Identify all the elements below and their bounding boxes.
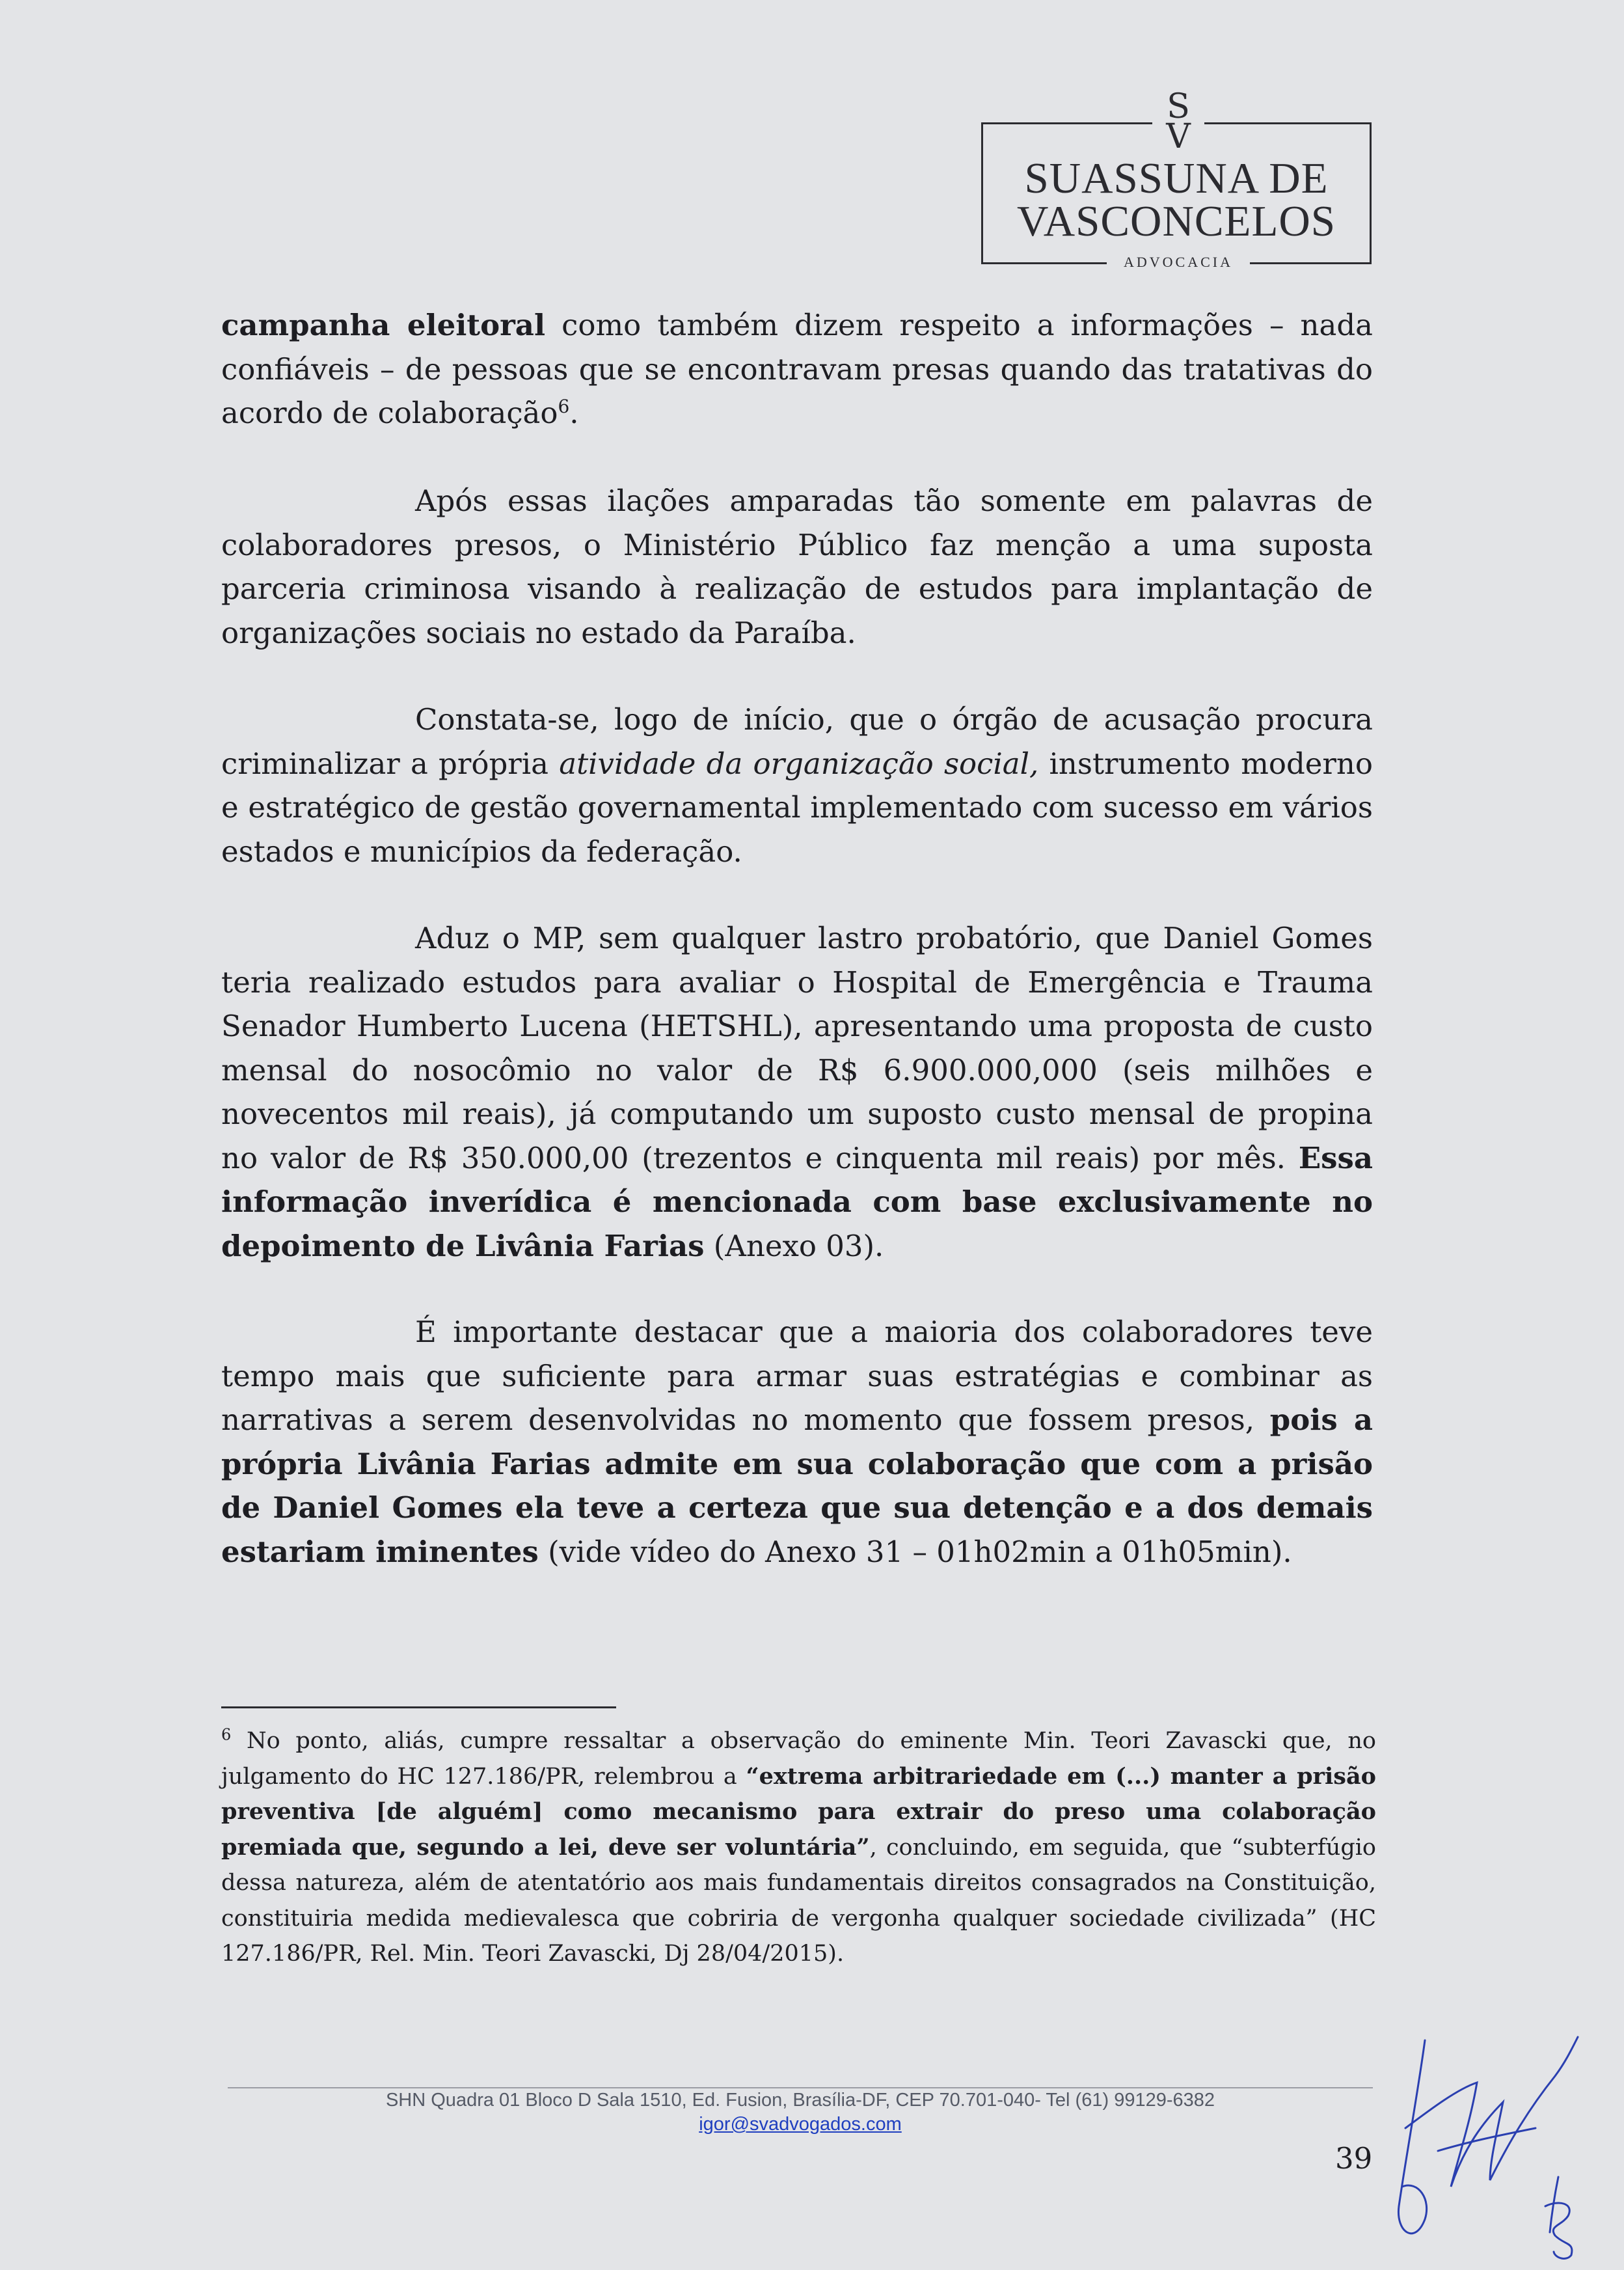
footer-address: SHN Quadra 01 Bloco D Sala 1510, Ed. Fusion, Brasília-DF, CEP 70.701-040- Tel (61) 99129-6382: [385, 2090, 1215, 2111]
p4-bold: Essa informação inverídica é mencionada com base exclusivamente no depoimento de Livânia Farias: [221, 1140, 1373, 1263]
paragraph-2: [221, 479, 1373, 655]
logo-monogram: [1152, 87, 1204, 156]
email-link[interactable]: igor@svadvogados.com: [699, 2114, 902, 2135]
paragraph-4: [221, 916, 1373, 1268]
p5-bold: pois a própria Livânia Farias admite em sua colaboração que com a prisão de Daniel Gomes ela teve a certeza que sua detenção e a dos demais estariam iminentes: [221, 1402, 1373, 1569]
footer-separator: [228, 2087, 1373, 2088]
p3-italic: atividade da organização social,: [559, 746, 1039, 781]
footnote-ref-6[interactable]: 6: [558, 396, 570, 417]
p4-text: Aduz o MP, sem qualquer lastro probatório, que Daniel Gomes teria realizado estudos para avaliar o Hospital de Emergência e Trauma Senador Humberto Lucena (HETSHL), apresentando uma proposta de custo mensal do nosocômio no valor de R$ 6.900.000,000 (seis milhões e novecentos mil reais), já computando um suposto custo mensal de propina no valor de R$ 350.000,00 (trezentos e cinquenta mil reais) por mês.: [221, 921, 1373, 1175]
firm-subtitle: ADVOCACIA: [1107, 254, 1250, 271]
footer-email-line: [228, 2114, 1373, 2135]
p5-text: É importante destacar que a maioria dos colaboradores teve tempo mais que suficiente para armar suas estratégias e combinar as narrativas a serem desenvolvidas no momento que fossem presos,: [221, 1315, 1373, 1437]
monogram-s: S: [1167, 87, 1190, 126]
footnote-text-2: , concluindo, em seguida, que “subterfúgio dessa natureza, além de atentatório aos mais fundamentais direitos consagrados na Constituição, constituiria medida medievalesca que cobriria de vergonha qualquer sociedade civilizada” (HC 127.186/PR, Rel. Min. Teori Zavascki, Dj 28/04/2015).: [221, 1834, 1376, 1967]
paragraph-1: [221, 303, 1373, 435]
footnote-separator: [221, 1706, 616, 1708]
paragraph-3: [221, 698, 1373, 873]
p5-end: (vide vídeo do Anexo 31 – 01h02min a 01h05min).: [538, 1534, 1292, 1569]
p2-text: Após essas ilações amparadas tão somente em palavras de colaboradores presos, o Ministério Público faz menção a uma suposta parceria criminosa visando à realização de estudos para implantação de organizações sociais no estado da Paraíba.: [221, 484, 1373, 650]
monogram-v: V: [1166, 117, 1191, 156]
footnote-6: [221, 1723, 1376, 1972]
p1-bold-lead: campanha eleitoral: [221, 308, 546, 342]
firm-name-line2: VASCONCELOS: [1016, 197, 1336, 245]
p3-before: Constata-se, logo de início, que o órgão de acusação procura criminalizar a própria: [221, 702, 1373, 781]
p4-end: (Anexo 03).: [704, 1228, 884, 1263]
footnote-bold-quote: “extrema arbitrariedade em (...) manter a prisão preventiva [de alguém] como mecanismo para extrair do preso uma colaboração premiada que, segundo a lei, deve ser voluntária”: [221, 1762, 1376, 1861]
firm-name-line1: SUASSUNA DE: [1024, 154, 1329, 202]
footnote-text-1: No ponto, aliás, cumpre ressaltar a observação do eminente Min. Teori Zavascki que, no julgamento do HC 127.186/PR, relembrou a: [221, 1728, 1376, 1790]
paragraph-5: [221, 1310, 1373, 1574]
p1-end: .: [569, 396, 579, 430]
page-number: 39: [1335, 2141, 1373, 2176]
letterhead-logo: [981, 87, 1372, 270]
handwritten-signature: [1379, 2011, 1594, 2265]
p1-text: como também dizem respeito a informações – nada confiáveis – de pessoas que se encontravam presas quando das tratativas do acordo de colaboração: [221, 308, 1373, 430]
firm-name: [983, 154, 1370, 245]
footnote-number: 6: [221, 1725, 232, 1744]
p3-after: instrumento moderno e estratégico de gestão governamental implementado com sucesso em vários estados e municípios da federação.: [221, 746, 1373, 869]
